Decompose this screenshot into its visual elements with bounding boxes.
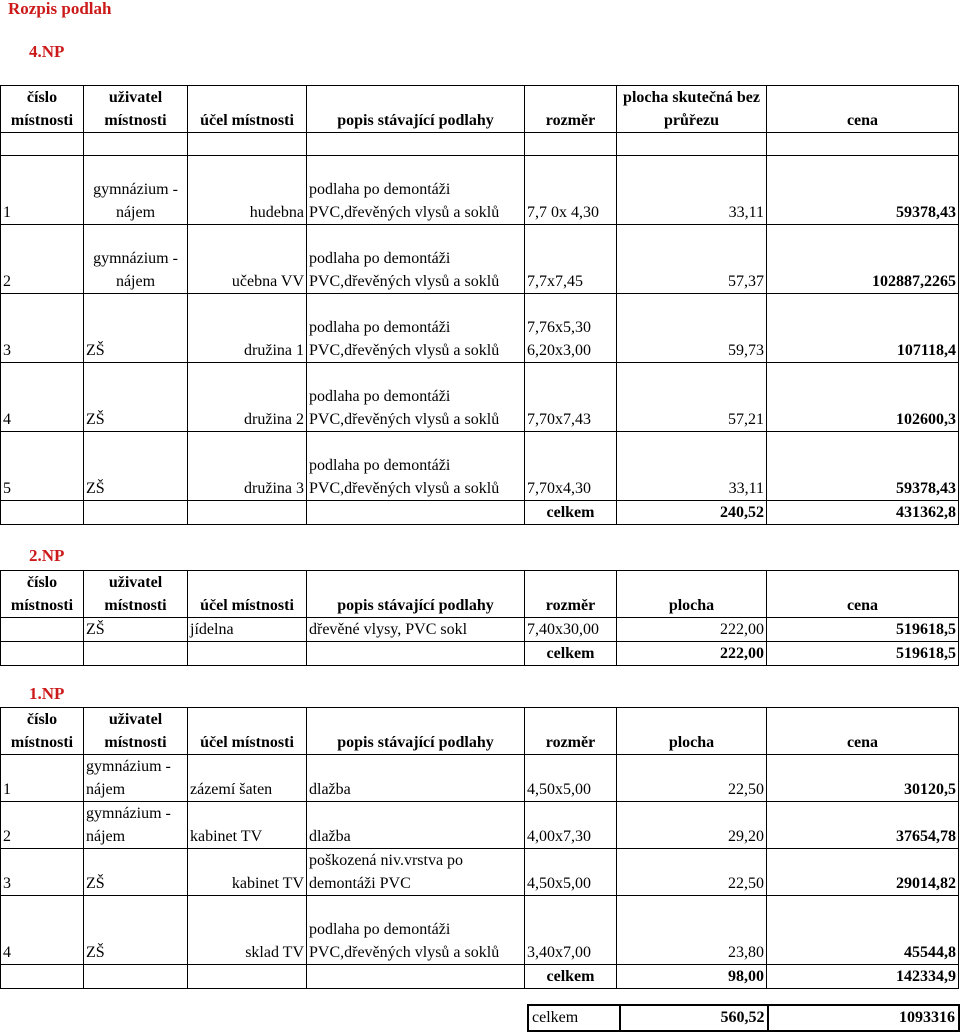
cell-rozmer: 7,70x7,43	[525, 363, 617, 432]
total-row	[1, 642, 959, 666]
cell-plocha: 22,50	[617, 849, 767, 896]
cell-cena: 519618,5	[767, 618, 959, 642]
table-row	[1, 618, 959, 642]
cell-cislo: 2	[1, 802, 84, 849]
cell-popis: podlaha po demontáži PVC,dřevěných vlysů a soklů	[307, 432, 525, 501]
cell-uzivatel: gymnázium - nájem	[84, 225, 188, 294]
header-cislo: číslo místnosti	[1, 708, 84, 755]
table-row	[1, 225, 959, 294]
celkem-label: celkem	[525, 501, 617, 525]
cell-uzivatel: gymnázium - nájem	[84, 802, 188, 849]
section-heading-1np: 1.NP	[29, 684, 65, 703]
cell-cena: 59378,43	[767, 432, 959, 501]
cell-plocha: 33,11	[617, 432, 767, 501]
cell-ucel: sklad TV	[188, 896, 307, 965]
header-popis: popis stávající podlahy	[307, 571, 525, 618]
header-cislo: číslo místnosti	[1, 86, 84, 133]
cell-uzivatel: ZŠ	[84, 896, 188, 965]
cell-uzivatel: ZŠ	[84, 849, 188, 896]
cell-cislo: 2	[1, 225, 84, 294]
cell-plocha: 222,00	[617, 618, 767, 642]
cell-popis: podlaha po demontáži PVC,dřevěných vlysů a soklů	[307, 363, 525, 432]
cell-rozmer: 4,50x5,00	[525, 755, 617, 802]
celkem-cena: 142334,9	[767, 965, 959, 989]
table-row	[1, 432, 959, 501]
cell-ucel: učebna VV	[188, 225, 307, 294]
table-4np	[0, 85, 959, 525]
header-uzivatel: uživatel místnosti	[84, 86, 188, 133]
grand-total-cena: 1093316	[768, 1005, 959, 1031]
total-row	[1, 501, 959, 525]
celkem-cena: 519618,5	[767, 642, 959, 666]
cell-ucel: hudebna	[188, 156, 307, 225]
header-rozmer: rozměr	[525, 571, 617, 618]
cell-ucel: družina 1	[188, 294, 307, 363]
header-cena: cena	[767, 571, 959, 618]
cell-rozmer: 7,7x7,45	[525, 225, 617, 294]
cell-popis: dlažba	[307, 755, 525, 802]
header-rozmer: rozměr	[525, 708, 617, 755]
grand-total-table	[527, 1004, 960, 1032]
celkem-plocha: 240,52	[617, 501, 767, 525]
cell-ucel: družina 2	[188, 363, 307, 432]
celkem-label: celkem	[525, 642, 617, 666]
cell-ucel: jídelna	[188, 618, 307, 642]
cell-ucel: kabinet TV	[188, 802, 307, 849]
celkem-plocha: 222,00	[617, 642, 767, 666]
header-plocha: plocha	[617, 571, 767, 618]
cell-cena: 37654,78	[767, 802, 959, 849]
cell-rozmer: 7,40x30,00	[525, 618, 617, 642]
table-row	[1, 363, 959, 432]
header-popis: popis stávající podlahy	[307, 86, 525, 133]
celkem-cena: 431362,8	[767, 501, 959, 525]
cell-cena: 59378,43	[767, 156, 959, 225]
header-plocha: plocha	[617, 708, 767, 755]
cell-rozmer: 7,76x5,30 6,20x3,00	[525, 294, 617, 363]
header-popis: popis stávající podlahy	[307, 708, 525, 755]
header-plocha-skutecna: plocha skutečná bez průřezu	[617, 86, 767, 133]
table-header	[1, 571, 959, 618]
cell-rozmer: 4,50x5,00	[525, 849, 617, 896]
cell-ucel: kabinet TV	[188, 849, 307, 896]
cell-uzivatel: ZŠ	[84, 432, 188, 501]
cell-plocha: 33,11	[617, 156, 767, 225]
total-row	[1, 965, 959, 989]
cell-popis: podlaha po demontáži PVC,dřevěných vlysů a soklů	[307, 294, 525, 363]
cell-uzivatel: gymnázium - nájem	[84, 755, 188, 802]
table-row	[1, 802, 959, 849]
header-ucel: účel místnosti	[188, 708, 307, 755]
table-2np	[0, 570, 959, 666]
header-cena: cena	[767, 86, 959, 133]
cell-rozmer: 7,70x4,30	[525, 432, 617, 501]
header-uzivatel: uživatel místnosti	[84, 571, 188, 618]
grand-total-plocha: 560,52	[620, 1005, 769, 1031]
table-1np	[0, 707, 959, 989]
header-rozmer: rozměr	[525, 86, 617, 133]
cell-rozmer: 3,40x7,00	[525, 896, 617, 965]
cell-cislo: 1	[1, 755, 84, 802]
cell-uzivatel: ZŠ	[84, 294, 188, 363]
header-cena: cena	[767, 708, 959, 755]
celkem-label: celkem	[525, 965, 617, 989]
table-row	[1, 849, 959, 896]
cell-plocha: 22,50	[617, 755, 767, 802]
section-heading-2np: 2.NP	[29, 546, 65, 565]
header-ucel: účel místnosti	[188, 86, 307, 133]
cell-cena: 102600,3	[767, 363, 959, 432]
cell-cislo: 5	[1, 432, 84, 501]
cell-uzivatel: ZŠ	[84, 618, 188, 642]
cell-ucel: družina 3	[188, 432, 307, 501]
cell-uzivatel: ZŠ	[84, 363, 188, 432]
cell-cislo: 4	[1, 363, 84, 432]
cell-cislo	[1, 618, 84, 642]
header-cislo: číslo místnosti	[1, 571, 84, 618]
cell-popis: podlaha po demontáži PVC,dřevěných vlysů a soklů	[307, 225, 525, 294]
cell-rozmer: 7,7 0x 4,30	[525, 156, 617, 225]
cell-cena: 102887,2265	[767, 225, 959, 294]
spacer-row	[1, 133, 959, 156]
section-heading-4np: 4.NP	[29, 42, 65, 61]
cell-cislo: 4	[1, 896, 84, 965]
cell-popis: podlaha po demontáži PVC,dřevěných vlysů a soklů	[307, 896, 525, 965]
cell-uzivatel: gymnázium - nájem	[84, 156, 188, 225]
cell-popis: poškozená niv.vrstva po demontáži PVC	[307, 849, 525, 896]
cell-cena: 107118,4	[767, 294, 959, 363]
cell-rozmer: 4,00x7,30	[525, 802, 617, 849]
celkem-plocha: 98,00	[617, 965, 767, 989]
cell-cislo: 3	[1, 294, 84, 363]
table-header	[1, 86, 959, 133]
cell-plocha: 29,20	[617, 802, 767, 849]
table-header	[1, 708, 959, 755]
cell-plocha: 59,73	[617, 294, 767, 363]
table-row	[1, 156, 959, 225]
cell-plocha: 57,37	[617, 225, 767, 294]
cell-cislo: 1	[1, 156, 84, 225]
cell-popis: dlažba	[307, 802, 525, 849]
cell-plocha: 57,21	[617, 363, 767, 432]
cell-popis: dřevěné vlysy, PVC sokl	[307, 618, 525, 642]
cell-plocha: 23,80	[617, 896, 767, 965]
table-row	[1, 294, 959, 363]
cell-cena: 45544,8	[767, 896, 959, 965]
cell-popis: podlaha po demontáži PVC,dřevěných vlysů a soklů	[307, 156, 525, 225]
table-row	[1, 755, 959, 802]
cell-ucel: zázemí šaten	[188, 755, 307, 802]
table-row	[1, 896, 959, 965]
page-title: Rozpis podlah	[8, 0, 112, 18]
cell-cena: 29014,82	[767, 849, 959, 896]
cell-cislo: 3	[1, 849, 84, 896]
grand-total-row	[528, 1005, 959, 1031]
cell-cena: 30120,5	[767, 755, 959, 802]
header-uzivatel: uživatel místnosti	[84, 708, 188, 755]
grand-total-label: celkem	[528, 1005, 620, 1031]
header-ucel: účel místnosti	[188, 571, 307, 618]
